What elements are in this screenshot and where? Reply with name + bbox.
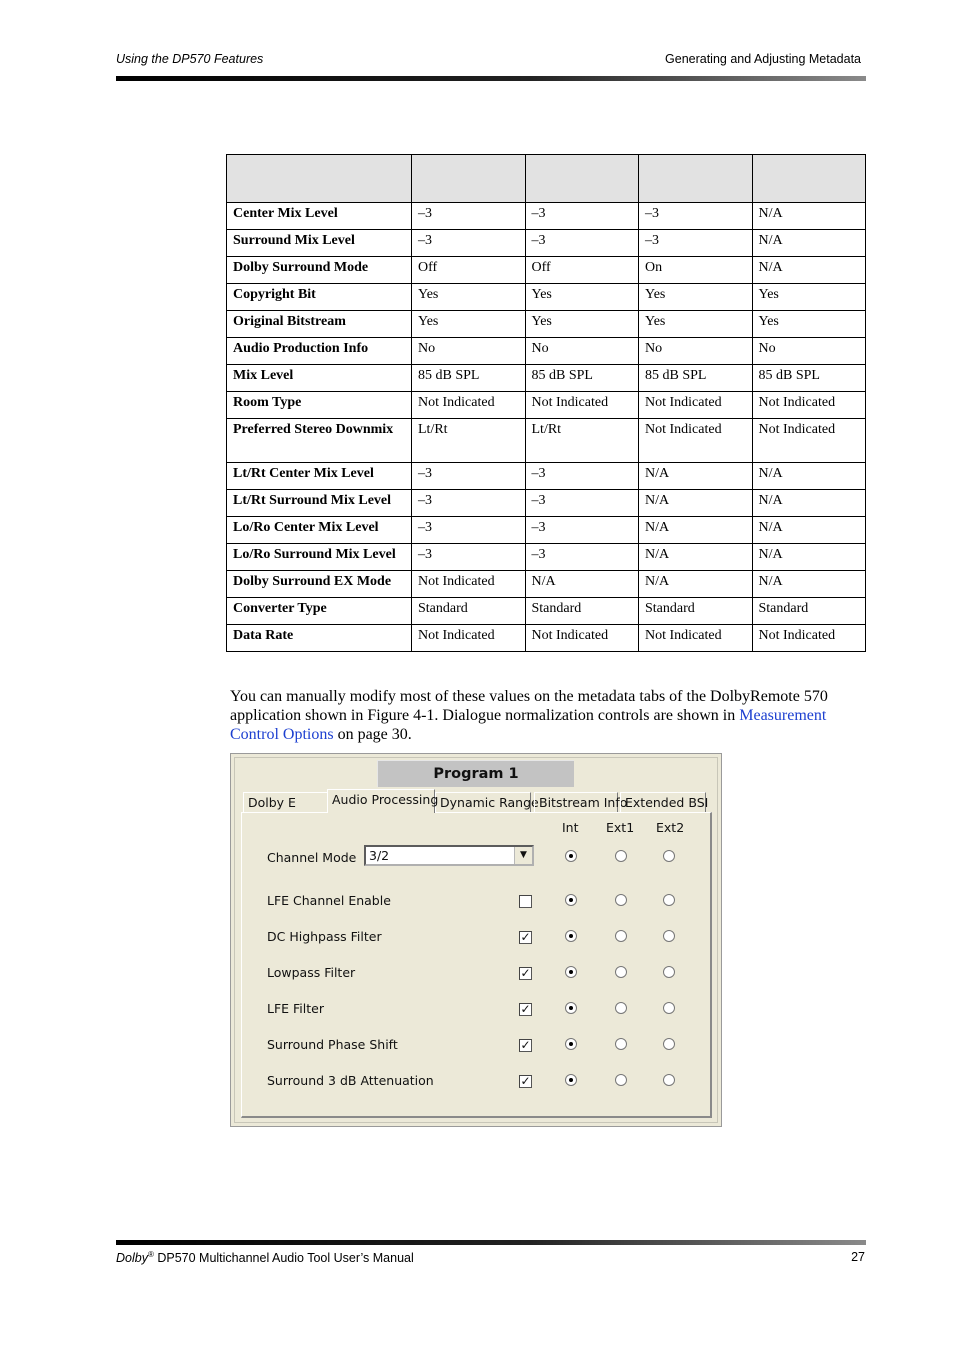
table-cell: 85 dB SPL [639,365,753,392]
table-cell: Not Indicated [639,419,753,463]
option-ext1-radio[interactable] [615,1002,627,1014]
option-ext1-radio[interactable] [615,966,627,978]
table-cell: No [412,338,526,365]
option-label: LFE Filter [267,1001,324,1016]
option-ext2-radio[interactable] [663,1038,675,1050]
table-cell: Not Indicated [639,392,753,419]
table-cell: –3 [525,490,639,517]
row-header-cell: Surround Mix Level [227,230,412,257]
column-header-ext1: Ext1 [606,820,635,835]
table-cell: Not Indicated [752,419,866,463]
option-int-radio[interactable] [565,1038,577,1050]
table-cell: 85 dB SPL [752,365,866,392]
table-row [227,284,866,311]
table-cell: No [639,338,753,365]
table-cell: Yes [412,311,526,338]
table-cell: N/A [639,517,753,544]
table-row [227,365,866,392]
row-header-cell: Dolby Surround Mode [227,257,412,284]
table-cell: –3 [412,203,526,230]
table-cell: Yes [639,284,753,311]
row-header-cell: Data Rate [227,625,412,652]
table-cell: 85 dB SPL [525,365,639,392]
table-row [227,490,866,517]
table-cell: Standard [412,598,526,625]
option-ext2-radio[interactable] [663,894,675,906]
option-ext2-radio[interactable] [663,966,675,978]
option-checkbox[interactable] [519,895,532,908]
tab-extended-bsi[interactable]: Extended BSI [620,792,706,812]
table-row [227,625,866,652]
table-cell: N/A [752,463,866,490]
tab-dynamic-range[interactable]: Dynamic Range [435,792,531,812]
channel-mode-ext1-radio[interactable] [615,850,627,862]
footer-manual-title [116,1250,414,1265]
table-cell: N/A [639,463,753,490]
option-int-radio[interactable] [565,966,577,978]
table-cell: No [525,338,639,365]
table-cell: –3 [412,544,526,571]
table-cell: Yes [525,311,639,338]
table-row [227,311,866,338]
row-header-cell: Room Type [227,392,412,419]
table-cell: Not Indicated [525,392,639,419]
chevron-down-icon[interactable]: ▼ [514,847,532,864]
row-header-cell: Mix Level [227,365,412,392]
header-rule [116,76,866,81]
table-column-header [227,155,412,203]
table-cell: –3 [639,203,753,230]
table-cell: Yes [412,284,526,311]
table-row [227,338,866,365]
table-cell: 85 dB SPL [412,365,526,392]
row-header-cell: Dolby Surround EX Mode [227,571,412,598]
channel-mode-select[interactable] [364,845,534,866]
table-cell: Not Indicated [752,392,866,419]
footer-rule [116,1240,866,1245]
row-header-cell: Lt/Rt Center Mix Level [227,463,412,490]
paragraph-text-end: on page 30. [333,726,412,743]
channel-mode-label: Channel Mode [267,850,357,865]
table-cell: N/A [752,490,866,517]
table-cell: Not Indicated [525,625,639,652]
footer-title: DP570 Multichannel Audio Tool User’s Manual [153,1251,414,1266]
channel-mode-int-radio[interactable] [565,850,577,862]
option-label: Surround 3 dB Attenuation [267,1073,434,1088]
option-ext2-radio[interactable] [663,1074,675,1086]
footer-brand: Dolby [116,1251,148,1266]
row-header-cell: Center Mix Level [227,203,412,230]
table-cell: N/A [752,203,866,230]
table-cell: Off [525,257,639,284]
option-checkbox[interactable]: ✓ [520,1002,531,1016]
table-cell: –3 [412,517,526,544]
option-checkbox[interactable]: ✓ [520,1074,531,1088]
column-header-ext2: Ext2 [656,820,685,835]
table-cell: Yes [525,284,639,311]
table-cell: N/A [752,517,866,544]
table-row [227,517,866,544]
table-cell: N/A [752,571,866,598]
table-row [227,203,866,230]
tab-audio-processing[interactable]: Audio Processing [327,789,435,813]
option-label: Surround Phase Shift [267,1037,398,1052]
option-ext2-radio[interactable] [663,930,675,942]
option-label: LFE Channel Enable [267,893,391,908]
table-cell: Standard [525,598,639,625]
option-checkbox[interactable]: ✓ [520,1038,531,1052]
table-cell: Not Indicated [752,625,866,652]
row-header-cell: Audio Production Info [227,338,412,365]
table-cell: –3 [412,490,526,517]
table-cell: Not Indicated [412,571,526,598]
row-header-cell: Original Bitstream [227,311,412,338]
option-checkbox[interactable]: ✓ [520,930,531,944]
table-cell: On [639,257,753,284]
table-cell: Standard [639,598,753,625]
option-ext1-radio[interactable] [615,894,627,906]
table-cell: –3 [525,203,639,230]
table-row [227,230,866,257]
option-label: DC Highpass Filter [267,929,382,944]
option-int-radio[interactable] [565,1074,577,1086]
table-column-header [639,155,753,203]
table-cell: Not Indicated [412,392,526,419]
table-column-header [412,155,526,203]
row-header-cell: Lt/Rt Surround Mix Level [227,490,412,517]
table-cell: Lt/Rt [412,419,526,463]
measurement-control-options-link[interactable]: Measurement Control Options [230,707,827,743]
table-cell: N/A [752,230,866,257]
table-cell: –3 [525,463,639,490]
program-title: Program 1 [377,760,574,787]
option-ext1-radio[interactable] [615,1074,627,1086]
body-paragraph [230,687,870,744]
table-cell: N/A [639,544,753,571]
column-header-int: Int [562,820,579,835]
table-cell: N/A [525,571,639,598]
table-cell: No [752,338,866,365]
running-header-left: Using the DP570 Features [116,52,264,66]
running-header-right: Generating and Adjusting Metadata [665,52,861,66]
table-cell: Yes [752,311,866,338]
audio-processing-dialog [230,753,722,1127]
table-row [227,392,866,419]
tab-dolby-e[interactable]: Dolby E [243,792,327,812]
table-cell: N/A [752,544,866,571]
table-row [227,257,866,284]
table-cell: Yes [639,311,753,338]
table-cell: –3 [639,230,753,257]
table-cell: –3 [525,517,639,544]
table-cell: –3 [412,230,526,257]
channel-mode-value: 3/2 [369,848,390,863]
table-column-header [752,155,866,203]
option-int-radio[interactable] [565,1002,577,1014]
table-row [227,598,866,625]
table-cell: Lt/Rt [525,419,639,463]
option-ext2-radio[interactable] [663,1002,675,1014]
metadata-values-table [226,154,866,652]
table-row [227,419,866,463]
option-ext1-radio[interactable] [615,1038,627,1050]
paragraph-text: You can manually modify most of these values on the metadata tabs of the DolbyRemote 570 application shown in Figure 4-1. Dialogue normalization controls are shown in [230,688,828,724]
table-cell: –3 [525,544,639,571]
table-row [227,571,866,598]
option-checkbox[interactable]: ✓ [520,966,531,980]
option-int-radio[interactable] [565,894,577,906]
table-cell: Standard [752,598,866,625]
option-int-radio[interactable] [565,930,577,942]
channel-mode-ext2-radio[interactable] [663,850,675,862]
row-header-cell: Preferred Stereo Downmix [227,419,412,463]
table-row [227,463,866,490]
table-cell: –3 [412,463,526,490]
table-cell: N/A [752,257,866,284]
row-header-cell: Lo/Ro Surround Mix Level [227,544,412,571]
table-cell: –3 [525,230,639,257]
row-header-cell: Copyright Bit [227,284,412,311]
table-row [227,544,866,571]
table-header-row [227,155,866,203]
table-cell: N/A [639,490,753,517]
option-ext1-radio[interactable] [615,930,627,942]
registered-mark: ® [147,1250,154,1259]
table-cell: Not Indicated [639,625,753,652]
row-header-cell: Converter Type [227,598,412,625]
tab-bitstream-info[interactable]: Bitstream Info [534,792,618,812]
page-number: 27 [851,1250,865,1264]
table-column-header [525,155,639,203]
table-cell: Yes [752,284,866,311]
table-cell: Not Indicated [412,625,526,652]
row-header-cell: Lo/Ro Center Mix Level [227,517,412,544]
table-cell: Off [412,257,526,284]
table-cell: N/A [639,571,753,598]
option-label: Lowpass Filter [267,965,356,980]
